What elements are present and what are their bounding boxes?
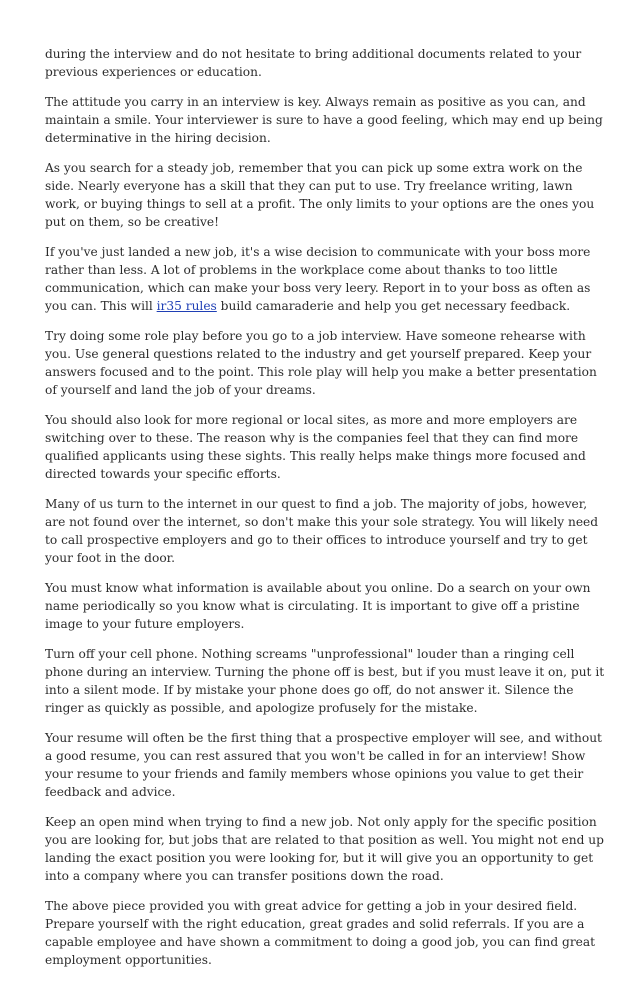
paragraph-open-mind: Keep an open mind when trying to find a new job. Not only apply for the specific position you are looking for, but jobs that are related to that position as well. You might not end up landing the exact position you were looking for, but it will give you an opportunity to get into a company where you can transfer positions down the road. (45, 815, 604, 883)
ir35-rules-link[interactable]: ir35 rules (156, 299, 217, 313)
paragraph-resume: Your resume will often be the first thing that a prospective employer will see, and without a good resume, you can rest assured that you won't be called in for an interview! Show your resume to your friends and family members whose opinions you value to get their feedback and advice. (45, 731, 602, 799)
paragraph-side-work: As you search for a steady job, remember that you can pick up some extra work on the side. Nearly everyone has a skill that they can put to use. Try freelance writing, lawn work, or buying things to sell at a profit. The only limits to your options are the ones you put on them, so be creative! (45, 161, 595, 229)
paragraph-attitude: The attitude you carry in an interview is key. Always remain as positive as you can, and maintain a smile. Your interviewer is sure to have a good feeling, which may end up being determinative in the hiring decision. (45, 95, 603, 145)
paragraph-cell-phone: Turn off your cell phone. Nothing screams "unprofessional" louder than a ringing cell phone during an interview. Turning the phone off is best, but if you must leave it on, put it into a silent mode. If by mistake your phone does go off, do not answer it. Silence the ringer as quickly as possible, and apologize profusely for the mistake. (45, 647, 605, 715)
document-page (45, 45, 605, 981)
paragraph-conclusion: The above piece provided you with great advice for getting a job in your desired field. Prepare yourself with the right education, great grades and solid referrals. If you are a capable employee and have shown a commitment to doing a good job, you can find great employment opportunities. (45, 899, 596, 967)
paragraph-interview-documents: during the interview and do not hesitate to bring additional documents related to your previous experiences or education. (45, 47, 582, 79)
paragraph-communicate-boss (45, 243, 605, 315)
paragraph-online-info: You must know what information is available about you online. Do a search on your own name periodically so you know what is circulating. It is important to give off a pristine image to your future employers. (45, 581, 591, 631)
paragraph-internet-search: Many of us turn to the internet in our quest to find a job. The majority of jobs, however, are not found over the internet, so don't make this your sole strategy. You will likely need to call prospective employers and go to their offices to introduce yourself and try to get your foot in the door. (45, 497, 599, 565)
paragraph-text-after-link: build camaraderie and help you get necessary feedback. (216, 299, 571, 313)
paragraph-text-before-link: If you've just landed a new job, it's a wise decision to communicate with your boss more rather than less. A lot of problems in the workplace come about thanks to too little communication, which can make your boss very leery. Report in to your boss as often as you can. This will (45, 245, 591, 313)
paragraph-role-play: Try doing some role play before you go to a job interview. Have someone rehearse with you. Use general questions related to the industry and get yourself prepared. Keep your answers focused and to the point. This role play will help you make a better presentation of yourself and land the job of your dreams. (45, 329, 597, 397)
paragraph-regional-sites: You should also look for more regional or local sites, as more and more employers are switching over to these. The reason why is the companies feel that they can find more qualified applicants using these sights. This really helps make things more focused and directed towards your specific efforts. (45, 413, 586, 481)
